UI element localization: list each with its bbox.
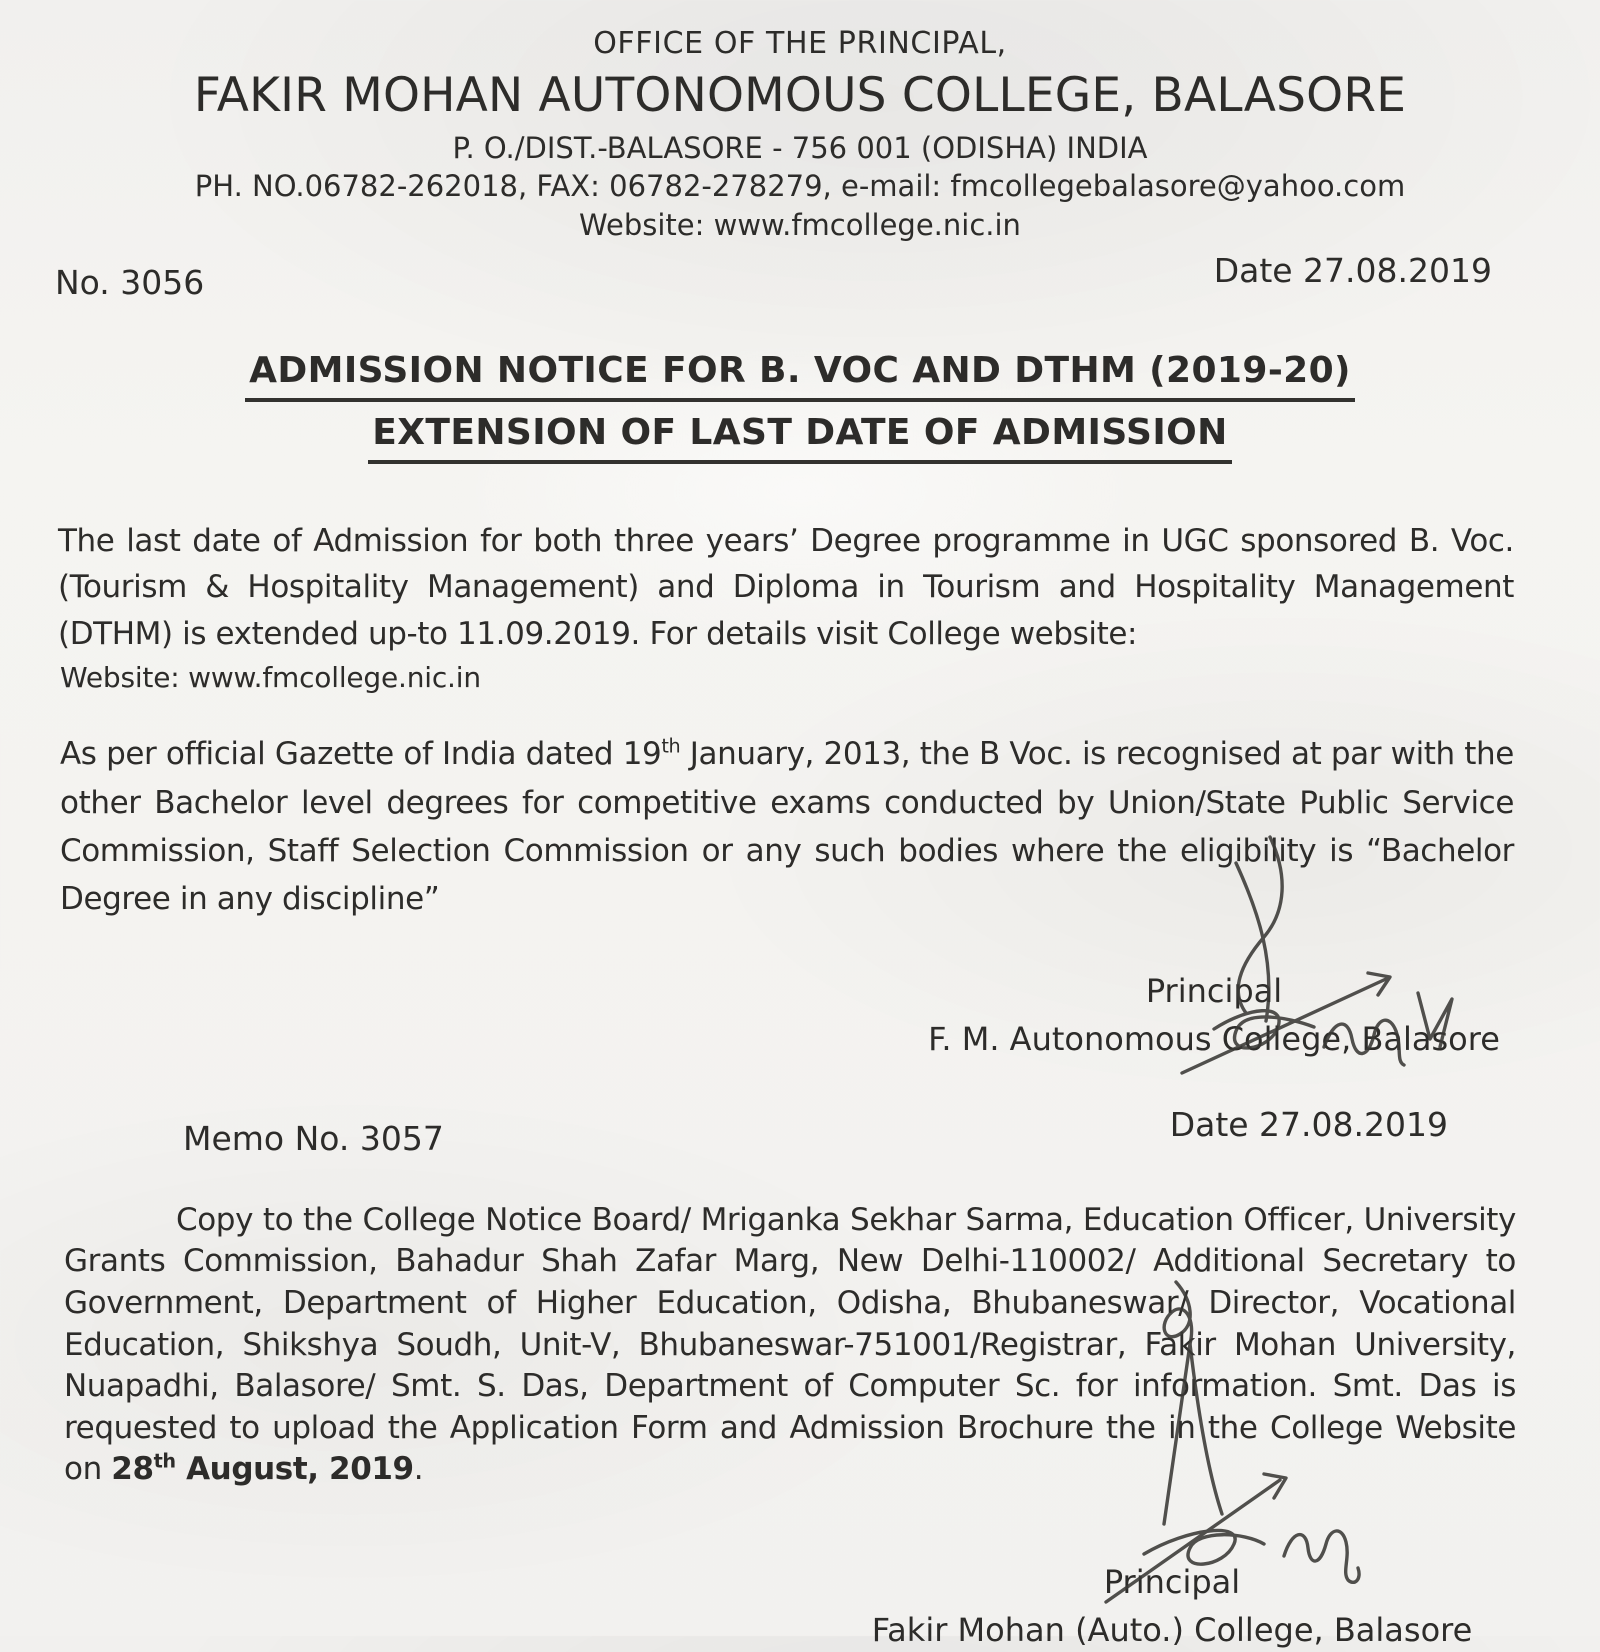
copy-text-tail: . — [413, 1451, 424, 1488]
paragraph-gazette — [60, 730, 1514, 923]
memo-number: Memo No. 3057 — [183, 1118, 444, 1158]
paragraph-last-date: The last date of Admission for both three years’ Degree programme in UGC sponsored B. Voc. (Tourism & Hospitality Management) and Diploma in Tourism and Hospitality Management (DTHM) is extended up-to 11.09.2019. For details visit College website: — [58, 522, 1514, 652]
college-name: FAKIR MOHAN AUTONOMOUS COLLEGE, BALASORE — [193, 67, 1407, 123]
memo-row — [0, 1105, 1600, 1158]
signatory-title-2: Principal — [1103, 1562, 1241, 1601]
office-line: OFFICE OF THE PRINCIPAL, — [593, 26, 1007, 61]
contact-line: PH. NO.06782-262018, FAX: 06782-278279, e-mail: fmcollegebalasore@yahoo.com — [194, 169, 1406, 204]
copy-distribution-paragraph — [64, 1200, 1516, 1491]
reference-number: No. 3056 — [55, 263, 205, 303]
notice-title-line2: EXTENSION OF LAST DATE OF ADMISSION — [368, 410, 1231, 464]
address-line: P. O./DIST.-BALASORE - 756 001 (ODISHA) INDIA — [452, 130, 1148, 165]
signatory-organisation-1: F. M. Autonomous College, Balasore — [928, 1019, 1500, 1058]
signature-block-principal-2 — [862, 1561, 1482, 1652]
reference-date: Date 27.08.2019 — [1213, 251, 1492, 291]
paragraph-website-line: Website: www.fmcollege.nic.in — [60, 661, 481, 695]
copy-bold-date-superscript: th — [153, 1449, 176, 1473]
reference-row — [0, 243, 1600, 302]
notice-title-line1: ADMISSION NOTICE FOR B. VOC AND DTHM (2019-20) — [245, 348, 1355, 402]
website-line: Website: www.fmcollege.nic.in — [579, 207, 1021, 242]
copy-text: Copy to the College Notice Board/ Mriganka Sekhar Sarma, Education Officer, University Grants Commission, Bahadur Shah Zafar Marg, New Delhi-110002/ Additional Secretary to Government, Department of Higher Education, Odisha, Bhubaneswar/ Director, Vocational Education, Shikshya Soudh, Unit-V, Bhubaneswar-751001/Registrar, Fakir Mohan University, Nuapadhi, Balasore/ Smt. S. Das, Department of Computer Sc. for information. Smt. Das is requested to upload the Application Form and Admission Brochure the in the College Website on — [64, 1201, 1516, 1488]
memo-date: Date 27.08.2019 — [1169, 1104, 1448, 1144]
letterhead — [0, 0, 1600, 243]
paragraph-gazette-superscript: th — [661, 734, 681, 758]
signatory-organisation-2: Fakir Mohan (Auto.) College, Balasore — [871, 1610, 1473, 1649]
paragraph-gazette-text-1: As per official Gazette of India dated 19 — [60, 736, 662, 773]
copy-bold-date-day: 28 — [111, 1451, 154, 1488]
signature-block-principal-1 — [924, 970, 1504, 1061]
copy-bold-date-rest: August, 2019 — [175, 1451, 414, 1488]
notice-title — [0, 348, 1600, 464]
paragraph-gazette-text-2: January, 2013, the B Voc. is recognised at par with the other Bachelor level degrees for competitive exams conducted by Union/State Public Service Commission, Staff Selection Commission or any such bodies where the eligibility is “Bachelor Degree in any discipline” — [60, 736, 1514, 918]
signatory-title-1: Principal — [1145, 971, 1283, 1010]
